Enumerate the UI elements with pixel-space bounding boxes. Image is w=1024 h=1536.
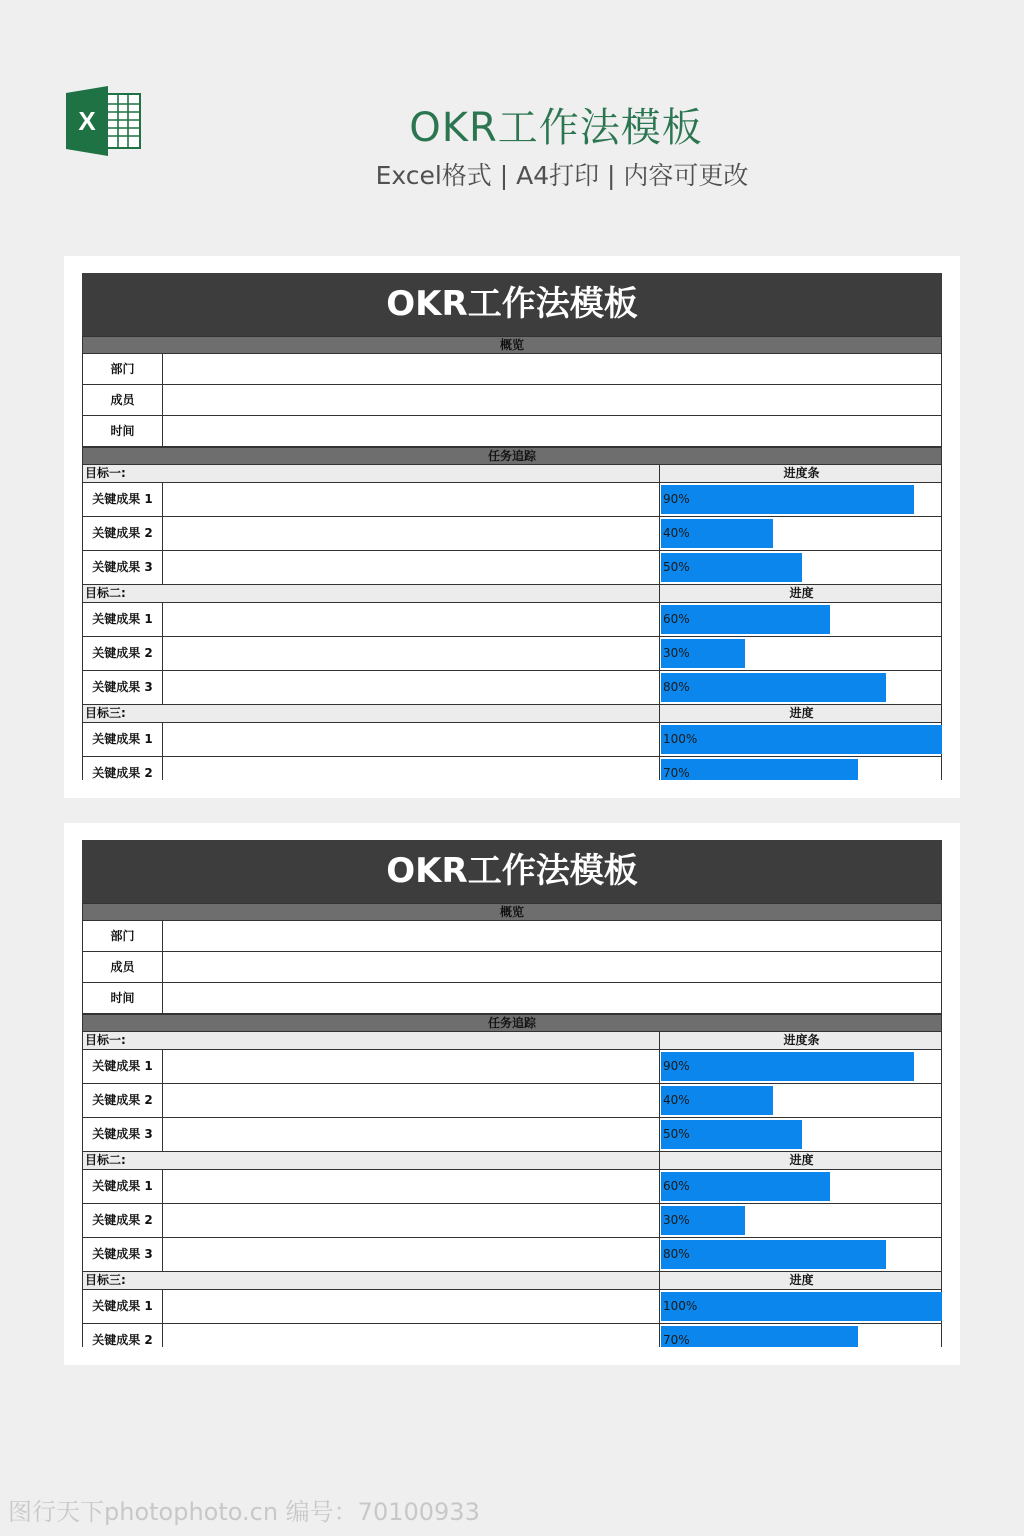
- progress-percent: 30%: [663, 1213, 690, 1227]
- tracking-header: 任务追踪: [82, 447, 942, 465]
- overview-header: 概览: [82, 336, 942, 354]
- info-row: [82, 921, 942, 952]
- progress-percent: 30%: [663, 646, 690, 660]
- key-result-label: 关键成果 3: [83, 671, 163, 704]
- key-result-label: 关键成果 1: [83, 483, 163, 516]
- key-result-label: 关键成果 1: [83, 723, 163, 756]
- progress-percent: 90%: [663, 1059, 690, 1073]
- progress-cell: [659, 1238, 942, 1271]
- key-result-row: [82, 483, 942, 517]
- goal-name: 目标一:: [85, 1033, 126, 1047]
- progress-percent: 70%: [663, 766, 690, 780]
- key-result-row: [82, 671, 942, 705]
- progress-percent: 80%: [663, 1247, 690, 1261]
- progress-header: 进度: [659, 1272, 942, 1289]
- info-label: 部门: [83, 921, 163, 951]
- sheet-preview-1: [64, 256, 960, 798]
- progress-cell: [659, 1050, 942, 1083]
- info-row: [82, 952, 942, 983]
- progress-cell: [659, 637, 942, 670]
- progress-cell: [659, 1204, 942, 1237]
- page-title: OKR工作法模板: [409, 105, 703, 151]
- key-result-row: [82, 603, 942, 637]
- info-row: [82, 385, 942, 416]
- progress-bar: [661, 1052, 914, 1081]
- progress-cell: [659, 671, 942, 704]
- key-result-row: [82, 1324, 942, 1347]
- key-result-label: 关键成果 2: [83, 757, 163, 780]
- page-header: [0, 0, 1024, 230]
- progress-cell: [659, 723, 942, 756]
- info-label: 成员: [83, 385, 163, 415]
- info-label: 部门: [83, 354, 163, 384]
- goal-row: [82, 705, 942, 723]
- info-row: [82, 416, 942, 447]
- goal-name: 目标三:: [85, 706, 126, 720]
- key-result-row: [82, 1118, 942, 1152]
- info-label: 时间: [83, 983, 163, 1013]
- info-label: 成员: [83, 952, 163, 982]
- progress-cell: [659, 517, 942, 550]
- key-result-label: 关键成果 2: [83, 517, 163, 550]
- key-result-row: [82, 637, 942, 671]
- progress-cell: [659, 1084, 942, 1117]
- progress-cell: [659, 1118, 942, 1151]
- goal-row: [82, 1152, 942, 1170]
- progress-bar: [661, 759, 858, 780]
- tracking-header: 任务追踪: [82, 1014, 942, 1032]
- progress-cell: [659, 1324, 942, 1347]
- progress-header: 进度条: [659, 465, 942, 482]
- progress-header: 进度条: [659, 1032, 942, 1049]
- progress-bar: [661, 1326, 858, 1347]
- progress-percent: 80%: [663, 680, 690, 694]
- key-result-label: 关键成果 1: [83, 1050, 163, 1083]
- progress-bar: [661, 485, 914, 514]
- info-row: [82, 983, 942, 1014]
- key-result-row: [82, 1204, 942, 1238]
- key-result-label: 关键成果 3: [83, 551, 163, 584]
- progress-percent: 90%: [663, 492, 690, 506]
- key-result-label: 关键成果 2: [83, 1324, 163, 1347]
- progress-cell: [659, 603, 942, 636]
- progress-header: 进度: [659, 705, 942, 722]
- progress-bar: [661, 725, 942, 754]
- key-result-row: [82, 757, 942, 780]
- progress-bar: [661, 1292, 942, 1321]
- key-result-label: 关键成果 2: [83, 1084, 163, 1117]
- key-result-row: [82, 723, 942, 757]
- key-result-row: [82, 551, 942, 585]
- progress-percent: 60%: [663, 612, 690, 626]
- key-result-label: 关键成果 1: [83, 1290, 163, 1323]
- key-result-label: 关键成果 3: [83, 1118, 163, 1151]
- sheet-title: OKR工作法模板: [82, 840, 942, 903]
- goal-name: 目标二:: [85, 586, 126, 600]
- svg-text:X: X: [78, 106, 96, 136]
- sheet-title: OKR工作法模板: [82, 273, 942, 336]
- progress-percent: 40%: [663, 526, 690, 540]
- progress-bar: [661, 673, 886, 702]
- key-result-label: 关键成果 1: [83, 1170, 163, 1203]
- progress-header: 进度: [659, 1152, 942, 1169]
- info-label: 时间: [83, 416, 163, 446]
- progress-cell: [659, 1290, 942, 1323]
- goal-row: [82, 465, 942, 483]
- okr-sheet: [82, 273, 942, 780]
- progress-cell: [659, 551, 942, 584]
- key-result-row: [82, 1170, 942, 1204]
- progress-percent: 100%: [663, 732, 698, 746]
- okr-sheet: [82, 840, 942, 1347]
- goal-name: 目标二:: [85, 1153, 126, 1167]
- key-result-label: 关键成果 2: [83, 637, 163, 670]
- goal-row: [82, 1032, 942, 1050]
- goal-row: [82, 585, 942, 603]
- key-result-label: 关键成果 1: [83, 603, 163, 636]
- progress-cell: [659, 483, 942, 516]
- key-result-row: [82, 1050, 942, 1084]
- goal-name: 目标一:: [85, 466, 126, 480]
- key-result-row: [82, 1084, 942, 1118]
- progress-header: 进度: [659, 585, 942, 602]
- progress-percent: 70%: [663, 1333, 690, 1347]
- info-row: [82, 354, 942, 385]
- key-result-row: [82, 517, 942, 551]
- watermark: 图行天下photophoto.cn 编号：70100933: [8, 1498, 480, 1526]
- key-result-label: 关键成果 3: [83, 1238, 163, 1271]
- goal-name: 目标三:: [85, 1273, 126, 1287]
- progress-cell: [659, 757, 942, 780]
- key-result-row: [82, 1290, 942, 1324]
- progress-percent: 50%: [663, 1127, 690, 1141]
- goal-row: [82, 1272, 942, 1290]
- key-result-label: 关键成果 2: [83, 1204, 163, 1237]
- progress-percent: 100%: [663, 1299, 698, 1313]
- sheet-preview-2: [64, 823, 960, 1365]
- page-subtitle: Excel格式 | A4打印 | 内容可更改: [375, 161, 749, 190]
- progress-bar: [661, 1240, 886, 1269]
- progress-percent: 50%: [663, 560, 690, 574]
- overview-header: 概览: [82, 903, 942, 921]
- progress-percent: 40%: [663, 1093, 690, 1107]
- progress-cell: [659, 1170, 942, 1203]
- key-result-row: [82, 1238, 942, 1272]
- progress-percent: 60%: [663, 1179, 690, 1193]
